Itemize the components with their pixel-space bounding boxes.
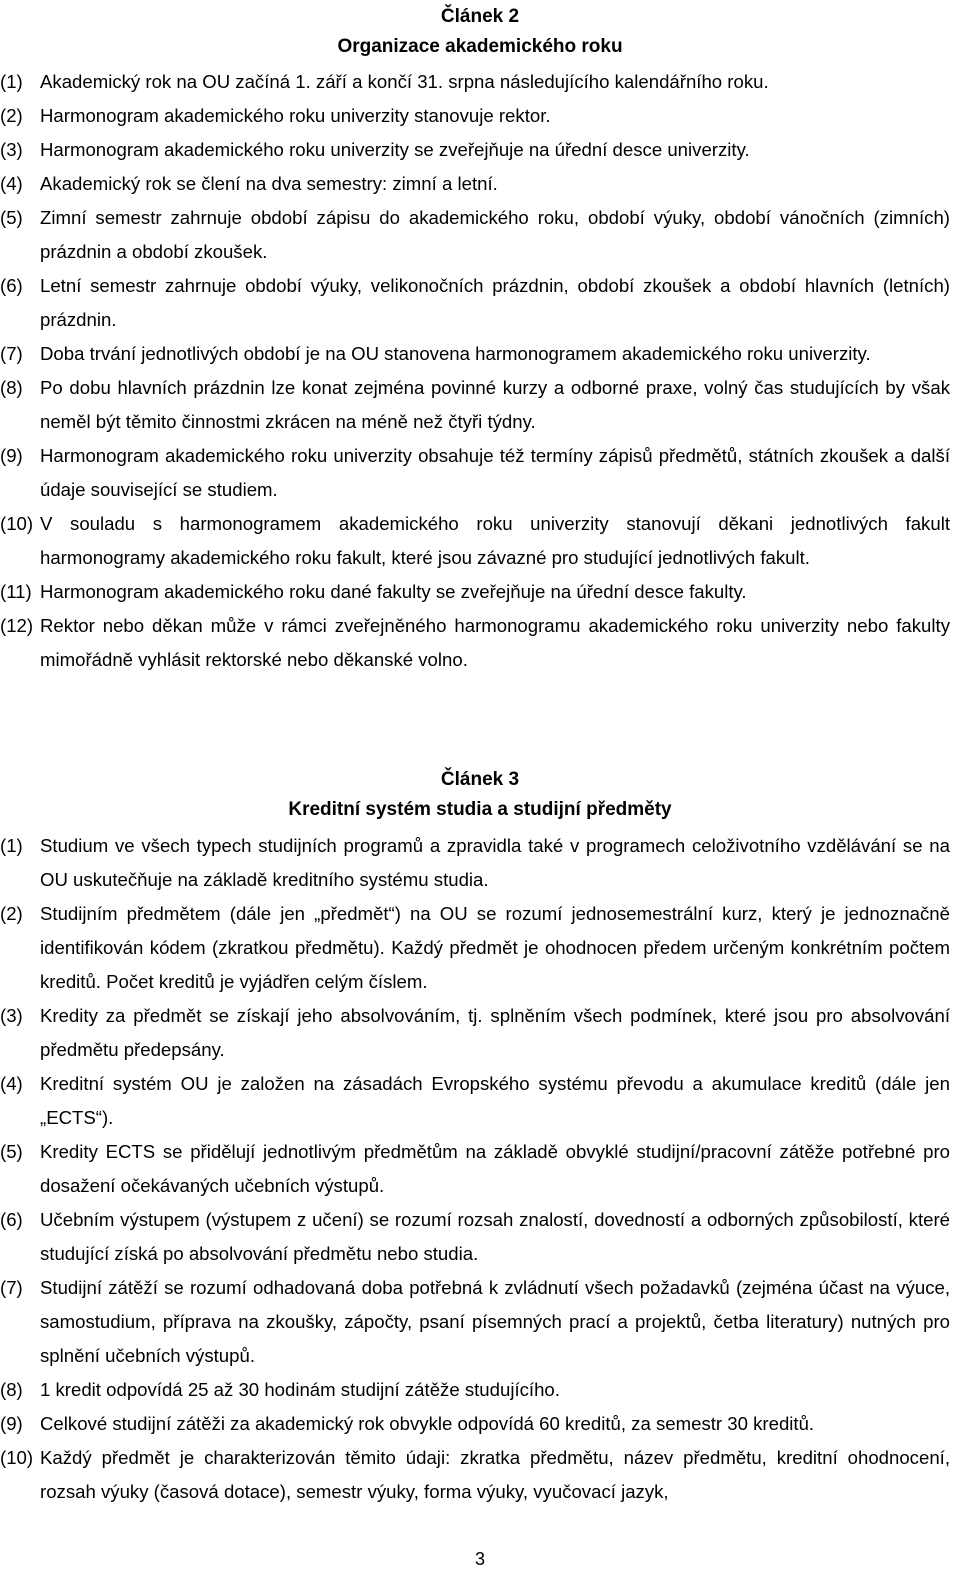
item-text: Letní semestr zahrnuje období výuky, velikonočních prázdnin, období zkoušek a období hlavních (letních) prázdnin.	[40, 275, 950, 330]
list-item	[0, 1441, 960, 1509]
list-item	[0, 829, 960, 897]
item-number: (6)	[0, 275, 23, 296]
item-number: (3)	[0, 1005, 23, 1026]
item-text: Studijní zátěží se rozumí odhadovaná doba potřebná k zvládnutí všech požadavků (zejména účast na výuce, samostudium, příprava na zkoušky, zápočty, psaní písemných prací a projektů, četba literatury) nutných pro splnění učebních výstupů.	[40, 1277, 950, 1366]
article-3-list	[0, 829, 960, 1509]
item-text: Kredity ECTS se přidělují jednotlivým předmětům na základě obvyklé studijní/pracovní zátěže potřebné pro dosažení očekávaných učebních výstupů.	[40, 1141, 950, 1196]
item-number: (1)	[0, 835, 23, 856]
list-item	[0, 1203, 960, 1271]
list-item	[0, 1067, 960, 1135]
list-item	[0, 1373, 960, 1407]
item-text: Celkové studijní zátěži za akademický rok obvykle odpovídá 60 kreditů, za semestr 30 kreditů.	[40, 1413, 815, 1434]
item-text: Harmonogram akademického roku univerzity obsahuje též termíny zápisů předmětů, státních zkoušek a další údaje související se studiem.	[40, 445, 950, 500]
list-item	[0, 999, 960, 1067]
list-item	[0, 201, 960, 269]
article-3-title: Kreditní systém studia a studijní předměty	[288, 799, 672, 820]
list-item	[0, 269, 960, 337]
article-2-number: Článek 2	[440, 6, 520, 27]
item-number: (6)	[0, 1209, 23, 1230]
list-item	[0, 65, 960, 99]
item-number: (8)	[0, 377, 23, 398]
item-text: Každý předmět je charakterizován těmito údaji: zkratka předmětu, název předmětu, kreditní ohodnocení, rozsah výuky (časová dotace), semestr výuky, forma výuky, vyučovací jazyk,	[40, 1447, 950, 1502]
list-item	[0, 1271, 960, 1373]
item-text: Po dobu hlavních prázdnin lze konat zejména povinné kurzy a odborné praxe, volný čas studujících by však neměl být těmito činnostmi zkrácen na méně než čtyři týdny.	[40, 377, 950, 432]
item-text: Harmonogram akademického roku dané fakulty se zveřejňuje na úřední desce fakulty.	[40, 581, 747, 602]
article-2-list	[0, 65, 960, 677]
list-item	[0, 371, 960, 439]
item-text: Doba trvání jednotlivých období je na OU stanovena harmonogramem akademického roku univerzity.	[40, 343, 871, 364]
item-number: (5)	[0, 1141, 23, 1162]
item-text: Harmonogram akademického roku univerzity se zveřejňuje na úřední desce univerzity.	[40, 139, 750, 160]
item-number: (2)	[0, 105, 23, 126]
list-item	[0, 575, 960, 609]
item-number: (11)	[0, 581, 32, 602]
item-text: Akademický rok na OU začíná 1. září a končí 31. srpna následujícího kalendářního roku.	[40, 71, 769, 92]
list-item	[0, 99, 960, 133]
article-2-title: Organizace akademického roku	[337, 36, 623, 57]
list-item	[0, 897, 960, 999]
list-item	[0, 439, 960, 507]
item-text: Akademický rok se člení na dva semestry: zimní a letní.	[40, 173, 498, 194]
item-text: 1 kredit odpovídá 25 až 30 hodinám studijní zátěže studujícího.	[40, 1379, 560, 1400]
item-text: Kredity za předmět se získají jeho absolvováním, tj. splněním všech podmínek, které jsou pro absolvování předmětu předepsány.	[40, 1005, 950, 1060]
item-text: Studium ve všech typech studijních programů a zpravidla také v programech celoživotního vzdělávání se na OU uskutečňuje na základě kreditního systému studia.	[40, 835, 950, 890]
item-text: Harmonogram akademického roku univerzity stanovuje rektor.	[40, 105, 551, 126]
list-item	[0, 609, 960, 677]
item-number: (7)	[0, 1277, 23, 1298]
page-number: 3	[474, 1549, 485, 1569]
item-number: (12)	[0, 615, 34, 636]
list-item	[0, 167, 960, 201]
item-number: (9)	[0, 1413, 23, 1434]
item-number: (3)	[0, 139, 23, 160]
item-number: (2)	[0, 903, 23, 924]
item-text: Studijním předmětem (dále jen „předmět“) na OU se rozumí jednosemestrální kurz, který je jednoznačně identifikován kódem (zkratkou předmětu). Každý předmět je ohodnocen předem určeným konkrétním počtem kreditů. Počet kreditů je vyjádřen celým číslem.	[40, 903, 950, 992]
item-text: Učebním výstupem (výstupem z učení) se rozumí rozsah znalostí, dovedností a odborných způsobilostí, které studující získá po absolvování předmětu nebo studia.	[40, 1209, 950, 1264]
list-item	[0, 1407, 960, 1441]
article-3	[0, 763, 960, 1509]
item-number: (10)	[0, 513, 34, 534]
item-number: (1)	[0, 71, 23, 92]
item-number: (4)	[0, 1073, 23, 1094]
list-item	[0, 507, 960, 575]
item-text: Kreditní systém OU je založen na zásadách Evropského systému převodu a akumulace kreditů (dále jen „ECTS“).	[40, 1073, 950, 1128]
list-item	[0, 337, 960, 371]
item-number: (9)	[0, 445, 23, 466]
list-item	[0, 1135, 960, 1203]
list-item	[0, 133, 960, 167]
article-3-number: Článek 3	[440, 769, 520, 790]
item-number: (10)	[0, 1447, 34, 1468]
item-text: Rektor nebo děkan může v rámci zveřejněného harmonogramu akademického roku univerzity nebo fakulty mimořádně vyhlásit rektorské nebo děkanské volno.	[40, 615, 950, 670]
item-number: (7)	[0, 343, 23, 364]
item-number: (8)	[0, 1379, 23, 1400]
item-number: (5)	[0, 207, 23, 228]
article-2	[0, 0, 960, 677]
item-text: Zimní semestr zahrnuje období zápisu do akademického roku, období výuky, období vánočních (zimních) prázdnin a období zkoušek.	[40, 207, 950, 262]
item-number: (4)	[0, 173, 23, 194]
item-text: V souladu s harmonogramem akademického roku univerzity stanovují děkani jednotlivých fakult harmonogramy akademického roku fakult, které jsou závazné pro studující jednotlivých fakult.	[40, 513, 950, 568]
